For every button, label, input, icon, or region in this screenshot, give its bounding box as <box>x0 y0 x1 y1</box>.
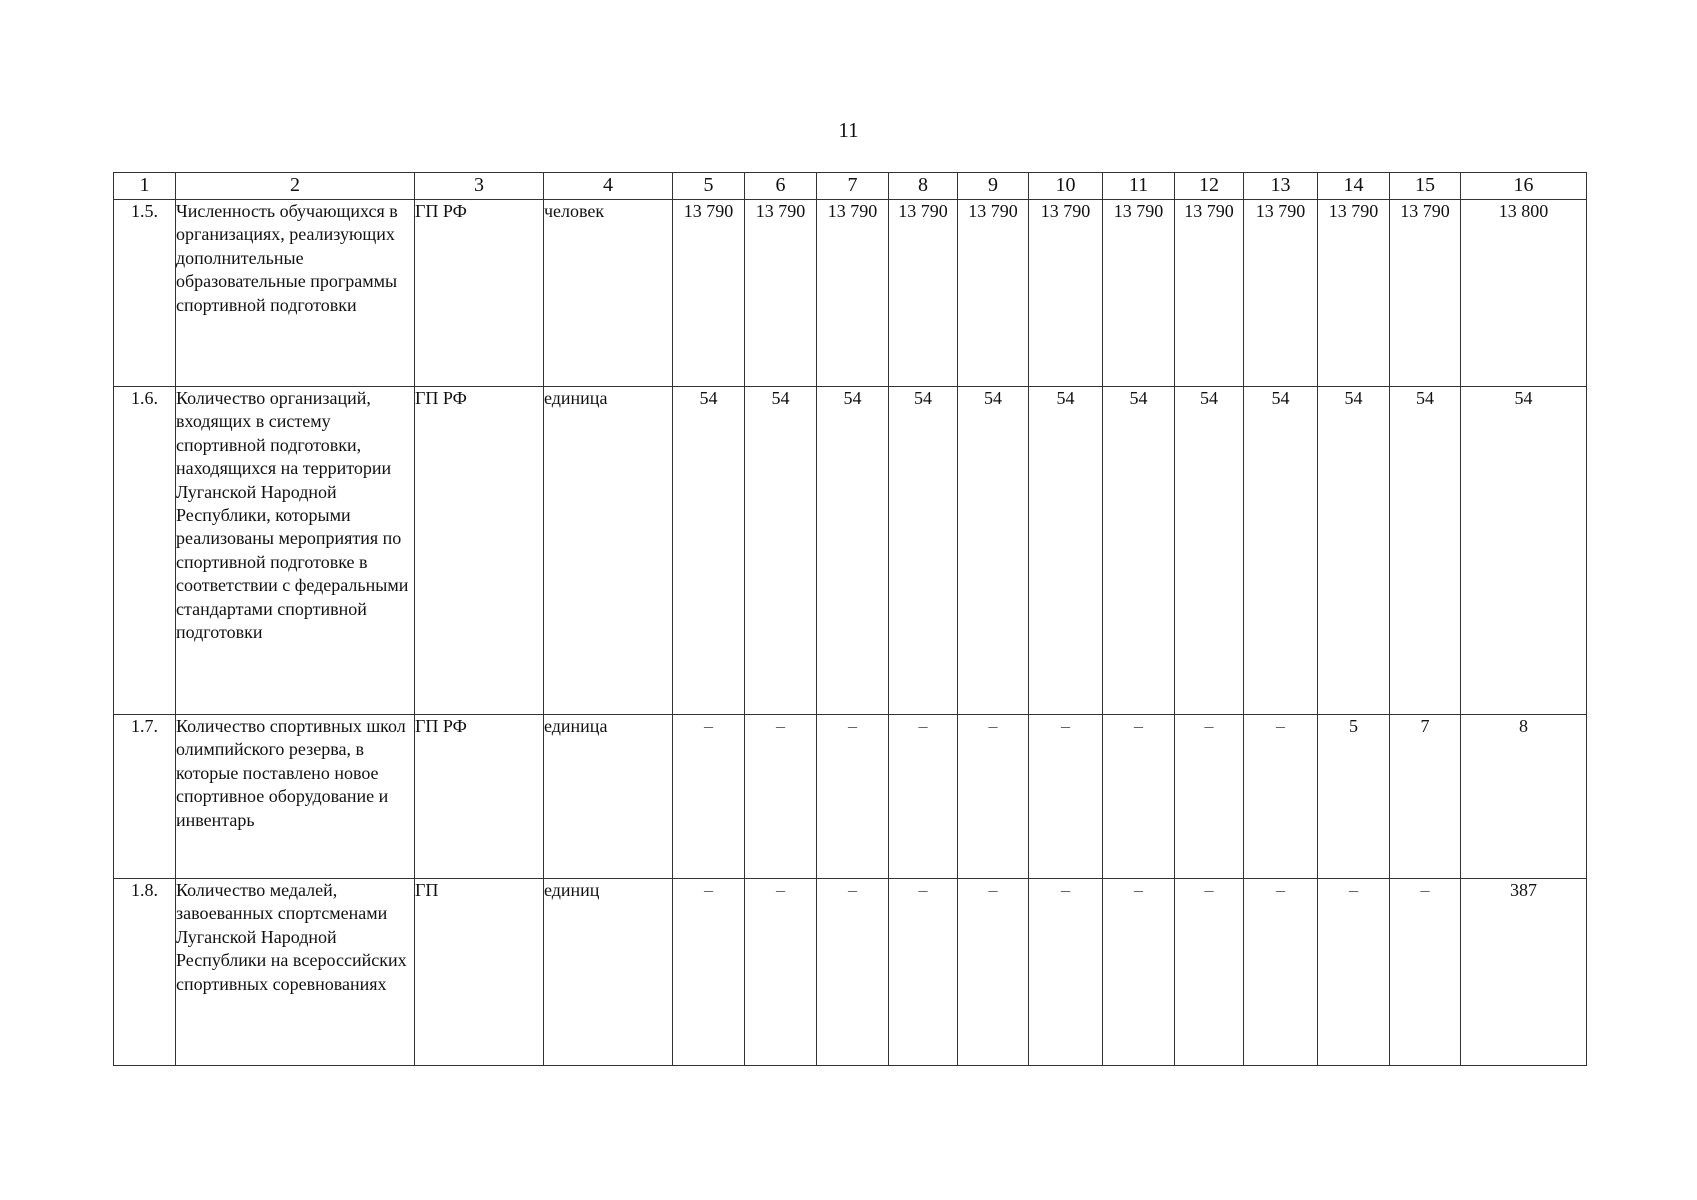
indicator-source: ГП <box>415 879 544 1066</box>
value-cell: – <box>1029 715 1103 879</box>
indicator-name: Численность обучающихся в организациях, реализующих дополнительные образовательные программы спортивной подготовки <box>176 200 415 387</box>
value-cell: 13 790 <box>745 200 817 387</box>
indicators-table <box>113 172 1587 1066</box>
table-row <box>114 879 1587 1066</box>
value-cell: – <box>673 879 745 1066</box>
value-cell: 7 <box>1390 715 1461 879</box>
value-cell: – <box>1244 715 1318 879</box>
value-cell: – <box>1103 715 1175 879</box>
value-cell: – <box>889 879 958 1066</box>
value-cell: 54 <box>1461 387 1587 715</box>
value-cell: 54 <box>1244 387 1318 715</box>
value-cell: 54 <box>745 387 817 715</box>
value-cell: – <box>1244 879 1318 1066</box>
column-header: 5 <box>673 173 745 200</box>
column-header: 15 <box>1390 173 1461 200</box>
column-header: 8 <box>889 173 958 200</box>
value-cell: 13 790 <box>1029 200 1103 387</box>
indicator-name: Количество организаций, входящих в систему спортивной подготовки, находящихся на территории Луганской Народной Республики, которыми реализованы мероприятия по спортивной подготовке в соответствии с федеральными стандартами спортивной подготовки <box>176 387 415 715</box>
indicator-source: ГП РФ <box>415 387 544 715</box>
value-cell: 54 <box>673 387 745 715</box>
value-cell: – <box>673 715 745 879</box>
value-cell: 13 790 <box>958 200 1029 387</box>
indicator-unit: единица <box>544 387 673 715</box>
column-header: 16 <box>1461 173 1587 200</box>
indicator-source: ГП РФ <box>415 715 544 879</box>
column-header: 14 <box>1318 173 1390 200</box>
value-cell: – <box>1318 879 1390 1066</box>
indicator-unit: единица <box>544 715 673 879</box>
value-cell: – <box>817 879 889 1066</box>
indicator-unit: человек <box>544 200 673 387</box>
indicator-name: Количество спортивных школ олимпийского резерва, в которые поставлено новое спортивное оборудование и инвентарь <box>176 715 415 879</box>
column-header: 12 <box>1175 173 1244 200</box>
value-cell: 13 790 <box>1390 200 1461 387</box>
value-cell: 13 800 <box>1461 200 1587 387</box>
value-cell: 54 <box>958 387 1029 715</box>
column-header: 4 <box>544 173 673 200</box>
value-cell: – <box>1175 715 1244 879</box>
value-cell: 13 790 <box>673 200 745 387</box>
table-row <box>114 387 1587 715</box>
value-cell: 54 <box>1390 387 1461 715</box>
value-cell: 54 <box>1029 387 1103 715</box>
table-row <box>114 200 1587 387</box>
page-number: 11 <box>838 118 859 142</box>
column-header: 6 <box>745 173 817 200</box>
value-cell: – <box>745 879 817 1066</box>
value-cell: – <box>1103 879 1175 1066</box>
value-cell: 54 <box>1103 387 1175 715</box>
value-cell: – <box>1029 879 1103 1066</box>
value-cell: 54 <box>817 387 889 715</box>
value-cell: 54 <box>889 387 958 715</box>
indicator-unit: единиц <box>544 879 673 1066</box>
table-row <box>114 715 1587 879</box>
indicator-source: ГП РФ <box>415 200 544 387</box>
value-cell: – <box>958 715 1029 879</box>
column-header: 13 <box>1244 173 1318 200</box>
value-cell: 13 790 <box>1244 200 1318 387</box>
value-cell: 54 <box>1318 387 1390 715</box>
row-number: 1.7. <box>114 715 176 879</box>
column-header: 10 <box>1029 173 1103 200</box>
value-cell: – <box>745 715 817 879</box>
value-cell: 13 790 <box>1175 200 1244 387</box>
column-header: 11 <box>1103 173 1175 200</box>
column-header: 7 <box>817 173 889 200</box>
value-cell: – <box>817 715 889 879</box>
row-number: 1.6. <box>114 387 176 715</box>
value-cell: 13 790 <box>889 200 958 387</box>
row-number: 1.5. <box>114 200 176 387</box>
column-header: 3 <box>415 173 544 200</box>
value-cell: 8 <box>1461 715 1587 879</box>
row-number: 1.8. <box>114 879 176 1066</box>
column-header: 9 <box>958 173 1029 200</box>
value-cell: 13 790 <box>1103 200 1175 387</box>
value-cell: 387 <box>1461 879 1587 1066</box>
indicator-name: Количество медалей, завоеванных спортсменами Луганской Народной Республики на всероссийских спортивных соревнованиях <box>176 879 415 1066</box>
header-row <box>114 173 1587 200</box>
value-cell: – <box>889 715 958 879</box>
value-cell: 54 <box>1175 387 1244 715</box>
value-cell: 13 790 <box>817 200 889 387</box>
value-cell: – <box>1175 879 1244 1066</box>
value-cell: – <box>958 879 1029 1066</box>
value-cell: – <box>1390 879 1461 1066</box>
column-header: 2 <box>176 173 415 200</box>
value-cell: 5 <box>1318 715 1390 879</box>
column-header: 1 <box>114 173 176 200</box>
value-cell: 13 790 <box>1318 200 1390 387</box>
